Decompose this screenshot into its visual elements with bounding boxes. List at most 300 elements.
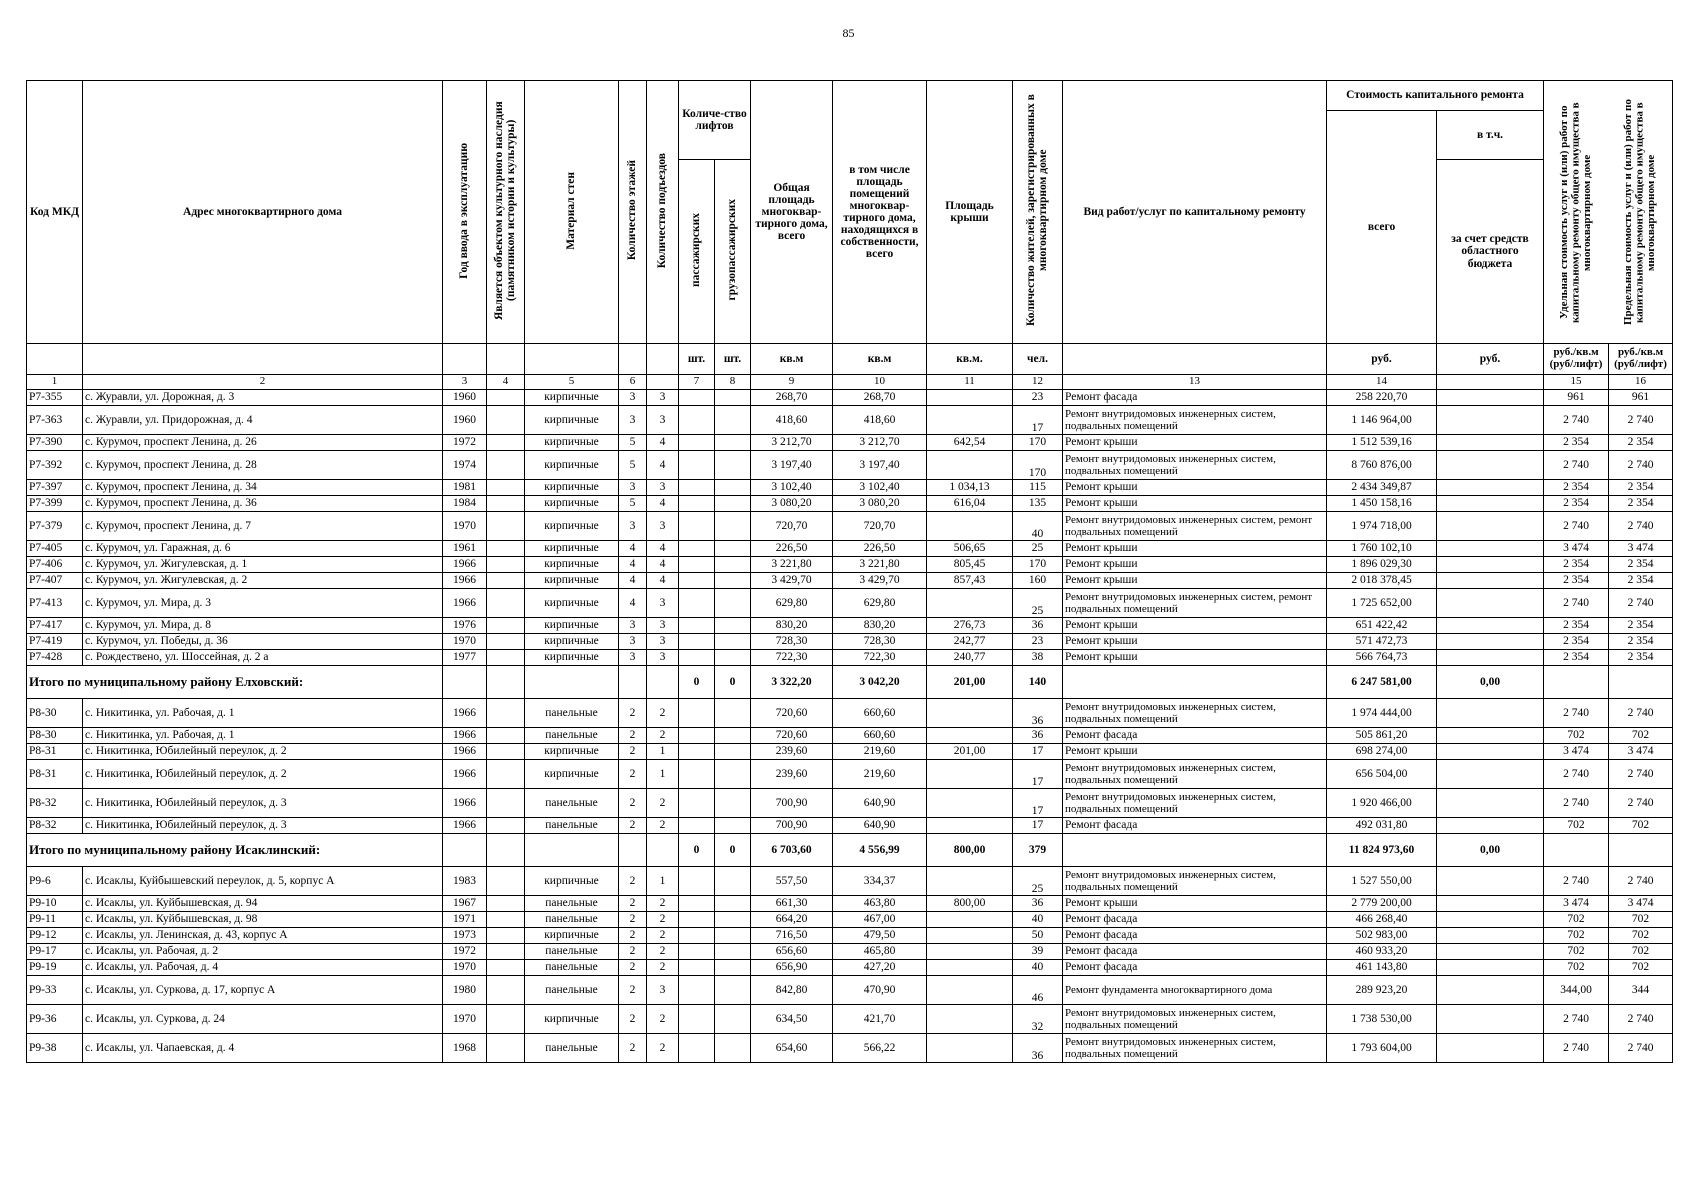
cell-cost: 656 504,00 [1327, 760, 1437, 789]
cell-material: кирпичные [525, 557, 619, 573]
cell-total-area: 654,60 [751, 1034, 833, 1063]
cell-unit-cost: 2 354 [1544, 480, 1609, 496]
table-row [27, 406, 1673, 435]
cell-regional-cost [1437, 541, 1544, 557]
column-number: 14 [1327, 375, 1437, 390]
cell-material: панельные [525, 896, 619, 912]
cell-residents: 36 [1013, 896, 1063, 912]
cell-lifts-passenger [679, 744, 715, 760]
cell-total-area: 664,20 [751, 912, 833, 928]
cell-max-cost: 702 [1609, 960, 1673, 976]
cell-address: с. Исаклы, Куйбышевский переулок, д. 5, корпус А [83, 867, 443, 896]
cell-floors: 2 [619, 760, 647, 789]
cell-year: 1966 [443, 818, 487, 834]
cell-address: с. Исаклы, ул. Суркова, д. 17, корпус А [83, 976, 443, 1005]
cell-residents: 17 [1013, 789, 1063, 818]
column-number: 7 [679, 375, 715, 390]
total-row [27, 834, 1673, 867]
cell-material: панельные [525, 728, 619, 744]
cell-floors: 5 [619, 451, 647, 480]
cell-entrances: 4 [647, 496, 679, 512]
cell-cost: 1 738 530,00 [1327, 1005, 1437, 1034]
table-row [27, 557, 1673, 573]
cell-cultural [487, 912, 525, 928]
cell-max-cost: 2 740 [1609, 589, 1673, 618]
cell-total-area: 3 221,80 [751, 557, 833, 573]
cell-material: панельные [525, 944, 619, 960]
cell-lifts-freight [715, 728, 751, 744]
cell-regional-cost [1437, 699, 1544, 728]
total-lifts-passenger: 0 [679, 834, 715, 867]
cell-entrances: 3 [647, 406, 679, 435]
empty-cell [487, 666, 525, 699]
cell-cultural [487, 1005, 525, 1034]
empty-cell [619, 666, 647, 699]
cell-year: 1966 [443, 789, 487, 818]
cell-year: 1970 [443, 1005, 487, 1034]
cell-code: Р8-32 [27, 789, 83, 818]
column-number: 9 [751, 375, 833, 390]
cell-material: кирпичные [525, 650, 619, 666]
cell-total-area: 268,70 [751, 390, 833, 406]
cell-total-area: 3 102,40 [751, 480, 833, 496]
total-regional-cost: 0,00 [1437, 666, 1544, 699]
cell-regional-cost [1437, 789, 1544, 818]
cell-owned-area: 219,60 [833, 744, 927, 760]
cell-owned-area: 470,90 [833, 976, 927, 1005]
cell-floors: 2 [619, 960, 647, 976]
cell-material: кирпичные [525, 573, 619, 589]
cell-cultural [487, 944, 525, 960]
table-row [27, 573, 1673, 589]
cell-unit-cost: 2 354 [1544, 634, 1609, 650]
cell-code: Р9-38 [27, 1034, 83, 1063]
cell-lifts-freight [715, 618, 751, 634]
cell-lifts-passenger [679, 789, 715, 818]
cell-work-type: Ремонт внутридомовых инженерных систем, подвальных помещений [1063, 760, 1327, 789]
cell-lifts-freight [715, 976, 751, 1005]
table-row [27, 928, 1673, 944]
cell-lifts-freight [715, 496, 751, 512]
table-row [27, 976, 1673, 1005]
cell-owned-area: 640,90 [833, 818, 927, 834]
cell-code: Р7-406 [27, 557, 83, 573]
table-row [27, 618, 1673, 634]
total-lifts-freight: 0 [715, 834, 751, 867]
cell-regional-cost [1437, 406, 1544, 435]
cell-floors: 2 [619, 699, 647, 728]
cell-total-area: 722,30 [751, 650, 833, 666]
cell-address: с. Исаклы, ул. Рабочая, д. 2 [83, 944, 443, 960]
column-number: 6 [619, 375, 647, 390]
cell-total-area: 716,50 [751, 928, 833, 944]
cell-address: с. Журавли, ул. Придорожная, д. 4 [83, 406, 443, 435]
cell-total-area: 842,80 [751, 976, 833, 1005]
cell-max-cost: 2 740 [1609, 451, 1673, 480]
cell-unit-cost: 344,00 [1544, 976, 1609, 1005]
unit-unit-cost: руб./кв.м (руб/лифт) [1544, 344, 1609, 375]
cell-address: с. Журавли, ул. Дорожная, д. 3 [83, 390, 443, 406]
cell-work-type: Ремонт фасада [1063, 728, 1327, 744]
cell-material: кирпичные [525, 496, 619, 512]
cell-total-area: 3 080,20 [751, 496, 833, 512]
cell-residents: 115 [1013, 480, 1063, 496]
cell-regional-cost [1437, 928, 1544, 944]
cell-year: 1966 [443, 573, 487, 589]
cell-owned-area: 427,20 [833, 960, 927, 976]
cell-cost: 2 434 349,87 [1327, 480, 1437, 496]
cell-code: Р7-392 [27, 451, 83, 480]
cell-roof-area [927, 760, 1013, 789]
empty-cell [525, 834, 619, 867]
cell-lifts-freight [715, 650, 751, 666]
cell-roof-area: 616,04 [927, 496, 1013, 512]
cell-address: с. Исаклы, ул. Рабочая, д. 4 [83, 960, 443, 976]
cell-residents: 25 [1013, 867, 1063, 896]
cell-year: 1966 [443, 557, 487, 573]
cell-lifts-passenger [679, 960, 715, 976]
cell-code: Р7-399 [27, 496, 83, 512]
cell-code: Р8-31 [27, 760, 83, 789]
cell-floors: 2 [619, 944, 647, 960]
cell-floors: 3 [619, 618, 647, 634]
cell-residents: 36 [1013, 699, 1063, 728]
cell-work-type: Ремонт фасада [1063, 960, 1327, 976]
table-row [27, 1005, 1673, 1034]
cell-work-type: Ремонт крыши [1063, 435, 1327, 451]
cell-cultural [487, 480, 525, 496]
cell-lifts-freight [715, 896, 751, 912]
header-cost-group: Стоимость капитального ремонта [1327, 81, 1544, 111]
cell-lifts-freight [715, 390, 751, 406]
cell-cost: 492 031,80 [1327, 818, 1437, 834]
cell-total-area: 3 197,40 [751, 451, 833, 480]
table-row [27, 435, 1673, 451]
cell-cost: 461 143,80 [1327, 960, 1437, 976]
unit-max-cost: руб./кв.м (руб/лифт) [1609, 344, 1673, 375]
cell-owned-area: 226,50 [833, 541, 927, 557]
table-row [27, 760, 1673, 789]
table-row [27, 744, 1673, 760]
cell-year: 1968 [443, 1034, 487, 1063]
cell-code: Р7-419 [27, 634, 83, 650]
cell-owned-area: 465,80 [833, 944, 927, 960]
cell-address: с. Курумоч, ул. Жигулевская, д. 1 [83, 557, 443, 573]
cell-roof-area: 506,65 [927, 541, 1013, 557]
cell-roof-area [927, 928, 1013, 944]
cell-lifts-passenger [679, 480, 715, 496]
cell-cost: 1 450 158,16 [1327, 496, 1437, 512]
cell-max-cost: 2 354 [1609, 573, 1673, 589]
cell-material: панельные [525, 699, 619, 728]
cell-address: с. Курумоч, проспект Ленина, д. 36 [83, 496, 443, 512]
cell-entrances: 3 [647, 480, 679, 496]
empty-cell [1063, 666, 1327, 699]
cell-address: с. Курумоч, ул. Мира, д. 8 [83, 618, 443, 634]
cell-work-type: Ремонт крыши [1063, 541, 1327, 557]
cell-material: кирпичные [525, 760, 619, 789]
cell-code: Р7-417 [27, 618, 83, 634]
cell-owned-area: 660,60 [833, 699, 927, 728]
cell-unit-cost: 702 [1544, 728, 1609, 744]
cell-owned-area: 3 221,80 [833, 557, 927, 573]
cell-material: кирпичные [525, 541, 619, 557]
cell-max-cost: 2 740 [1609, 699, 1673, 728]
cell-regional-cost [1437, 912, 1544, 928]
cell-lifts-passenger [679, 512, 715, 541]
cell-lifts-freight [715, 912, 751, 928]
cell-year: 1972 [443, 944, 487, 960]
cell-cost: 1 725 652,00 [1327, 589, 1437, 618]
header-address: Адрес многоквартирного дома [83, 81, 443, 344]
cell-code: Р7-363 [27, 406, 83, 435]
cell-cost: 698 274,00 [1327, 744, 1437, 760]
cell-address: с. Исаклы, ул. Чапаевская, д. 4 [83, 1034, 443, 1063]
cell-lifts-passenger [679, 1005, 715, 1034]
cell-total-area: 557,50 [751, 867, 833, 896]
cell-lifts-passenger [679, 728, 715, 744]
cell-max-cost: 702 [1609, 818, 1673, 834]
cell-material: кирпичные [525, 618, 619, 634]
cell-unit-cost: 702 [1544, 944, 1609, 960]
cell-total-area: 720,60 [751, 728, 833, 744]
cell-address: с. Курумоч, проспект Ленина, д. 34 [83, 480, 443, 496]
cell-total-area: 3 429,70 [751, 573, 833, 589]
table-row [27, 480, 1673, 496]
cell-code: Р9-11 [27, 912, 83, 928]
cell-roof-area [927, 699, 1013, 728]
column-number: 15 [1544, 375, 1609, 390]
cell-entrances: 1 [647, 760, 679, 789]
cell-roof-area [927, 728, 1013, 744]
cell-owned-area: 3 197,40 [833, 451, 927, 480]
cell-code: Р8-32 [27, 818, 83, 834]
cell-cultural [487, 896, 525, 912]
cell-lifts-freight [715, 699, 751, 728]
cell-roof-area [927, 867, 1013, 896]
cell-year: 1977 [443, 650, 487, 666]
cell-address: с. Курумоч, проспект Ленина, д. 26 [83, 435, 443, 451]
cell-work-type: Ремонт крыши [1063, 634, 1327, 650]
cell-lifts-passenger [679, 928, 715, 944]
cell-cost: 289 923,20 [1327, 976, 1437, 1005]
cell-residents: 23 [1013, 634, 1063, 650]
cell-unit-cost: 2 354 [1544, 618, 1609, 634]
cell-total-area: 226,50 [751, 541, 833, 557]
cell-max-cost: 2 354 [1609, 435, 1673, 451]
cell-total-area: 418,60 [751, 406, 833, 435]
cell-year: 1967 [443, 896, 487, 912]
cell-lifts-passenger [679, 451, 715, 480]
cell-floors: 2 [619, 1034, 647, 1063]
header-year: Год ввода в эксплуатацию [443, 81, 487, 344]
cell-owned-area: 566,22 [833, 1034, 927, 1063]
cell-owned-area: 463,80 [833, 896, 927, 912]
cell-max-cost: 3 474 [1609, 744, 1673, 760]
cell-total-area: 629,80 [751, 589, 833, 618]
cell-max-cost: 2 354 [1609, 557, 1673, 573]
cell-work-type: Ремонт фундамента многоквартирного дома [1063, 976, 1327, 1005]
cell-lifts-freight [715, 557, 751, 573]
cell-floors: 3 [619, 634, 647, 650]
cell-work-type: Ремонт крыши [1063, 480, 1327, 496]
table-row [27, 512, 1673, 541]
cell-max-cost: 2 740 [1609, 1005, 1673, 1034]
cell-unit-cost: 2 740 [1544, 867, 1609, 896]
cell-year: 1974 [443, 451, 487, 480]
cell-material: кирпичные [525, 451, 619, 480]
cell-code: Р7-413 [27, 589, 83, 618]
cell-cultural [487, 390, 525, 406]
total-owned-area: 3 042,20 [833, 666, 927, 699]
cell-floors: 3 [619, 650, 647, 666]
cell-entrances: 3 [647, 976, 679, 1005]
cell-roof-area: 805,45 [927, 557, 1013, 573]
column-number: 11 [927, 375, 1013, 390]
column-number: 12 [1013, 375, 1063, 390]
cell-max-cost: 2 354 [1609, 634, 1673, 650]
cell-lifts-passenger [679, 557, 715, 573]
cell-address: с. Исаклы, ул. Ленинская, д. 43, корпус А [83, 928, 443, 944]
cell-lifts-passenger [679, 390, 715, 406]
cell-work-type: Ремонт крыши [1063, 896, 1327, 912]
cell-year: 1961 [443, 541, 487, 557]
cell-max-cost: 2 354 [1609, 618, 1673, 634]
cell-unit-cost: 3 474 [1544, 541, 1609, 557]
total-regional-cost: 0,00 [1437, 834, 1544, 867]
cell-owned-area: 629,80 [833, 589, 927, 618]
cell-lifts-freight [715, 1005, 751, 1034]
cell-unit-cost: 2 740 [1544, 589, 1609, 618]
cell-floors: 4 [619, 557, 647, 573]
cell-owned-area: 418,60 [833, 406, 927, 435]
table-body [27, 390, 1673, 1063]
cell-owned-area: 640,90 [833, 789, 927, 818]
cell-lifts-passenger [679, 867, 715, 896]
cell-unit-cost: 2 354 [1544, 650, 1609, 666]
cell-residents: 32 [1013, 1005, 1063, 1034]
cell-cost: 502 983,00 [1327, 928, 1437, 944]
cell-unit-cost: 2 740 [1544, 512, 1609, 541]
cell-residents: 36 [1013, 618, 1063, 634]
header-wall-material: Материал стен [525, 81, 619, 344]
cell-year: 1973 [443, 928, 487, 944]
cell-regional-cost [1437, 976, 1544, 1005]
cell-lifts-passenger [679, 435, 715, 451]
cell-year: 1960 [443, 406, 487, 435]
cell-roof-area: 242,77 [927, 634, 1013, 650]
cell-lifts-passenger [679, 496, 715, 512]
capital-repair-table [26, 80, 1673, 1063]
cell-address: с. Никитинка, Юбилейный переулок, д. 2 [83, 760, 443, 789]
cell-residents: 170 [1013, 435, 1063, 451]
cell-regional-cost [1437, 867, 1544, 896]
cell-max-cost: 702 [1609, 928, 1673, 944]
cell-cultural [487, 976, 525, 1005]
total-lifts-passenger: 0 [679, 666, 715, 699]
cell-floors: 5 [619, 496, 647, 512]
total-label: Итого по муниципальному району Елховский: [27, 666, 443, 699]
cell-address: с. Курумоч, ул. Мира, д. 3 [83, 589, 443, 618]
cell-entrances: 2 [647, 960, 679, 976]
cell-address: с. Курумоч, проспект Ленина, д. 7 [83, 512, 443, 541]
cell-regional-cost [1437, 480, 1544, 496]
cell-material: панельные [525, 960, 619, 976]
cell-entrances: 3 [647, 650, 679, 666]
cell-code: Р9-12 [27, 928, 83, 944]
cell-cost: 1 920 466,00 [1327, 789, 1437, 818]
column-number: 10 [833, 375, 927, 390]
cell-lifts-passenger [679, 1034, 715, 1063]
cell-entrances: 2 [647, 896, 679, 912]
total-owned-area: 4 556,99 [833, 834, 927, 867]
cell-material: кирпичные [525, 634, 619, 650]
cell-floors: 3 [619, 480, 647, 496]
cell-entrances: 2 [647, 699, 679, 728]
cell-max-cost: 961 [1609, 390, 1673, 406]
cell-floors: 2 [619, 896, 647, 912]
cell-work-type: Ремонт внутридомовых инженерных систем, подвальных помещений [1063, 451, 1327, 480]
cell-max-cost: 702 [1609, 912, 1673, 928]
table-row [27, 960, 1673, 976]
cell-code: Р9-6 [27, 867, 83, 896]
cell-regional-cost [1437, 944, 1544, 960]
cell-regional-cost [1437, 896, 1544, 912]
cell-work-type: Ремонт крыши [1063, 496, 1327, 512]
total-label: Итого по муниципальному району Исаклинский: [27, 834, 443, 867]
cell-total-area: 239,60 [751, 744, 833, 760]
cell-entrances: 1 [647, 744, 679, 760]
cell-lifts-freight [715, 512, 751, 541]
column-number: 3 [443, 375, 487, 390]
cell-year: 1984 [443, 496, 487, 512]
cell-lifts-passenger [679, 618, 715, 634]
cell-lifts-freight [715, 480, 751, 496]
cell-code: Р7-428 [27, 650, 83, 666]
cell-material: кирпичные [525, 480, 619, 496]
cell-address: с. Никитинка, Юбилейный переулок, д. 2 [83, 744, 443, 760]
cell-unit-cost: 2 740 [1544, 1034, 1609, 1063]
cell-lifts-passenger [679, 573, 715, 589]
cell-max-cost: 2 740 [1609, 760, 1673, 789]
unit-residents: чел. [1013, 344, 1063, 375]
table-row [27, 650, 1673, 666]
cell-cost: 1 896 029,30 [1327, 557, 1437, 573]
total-cost: 11 824 973,60 [1327, 834, 1437, 867]
table-row [27, 896, 1673, 912]
total-residents: 140 [1013, 666, 1063, 699]
cell-cost: 2 018 378,45 [1327, 573, 1437, 589]
cell-cultural [487, 451, 525, 480]
cell-address: с. Никитинка, Юбилейный переулок, д. 3 [83, 818, 443, 834]
cell-material: панельные [525, 976, 619, 1005]
cell-work-type: Ремонт фасада [1063, 390, 1327, 406]
cell-residents: 170 [1013, 451, 1063, 480]
cell-floors: 2 [619, 744, 647, 760]
cell-max-cost: 2 354 [1609, 650, 1673, 666]
cell-unit-cost: 2 740 [1544, 406, 1609, 435]
cell-floors: 2 [619, 818, 647, 834]
cell-floors: 2 [619, 1005, 647, 1034]
table-row [27, 390, 1673, 406]
cell-work-type: Ремонт внутридомовых инженерных систем, подвальных помещений [1063, 789, 1327, 818]
cell-floors: 2 [619, 789, 647, 818]
cell-unit-cost: 2 740 [1544, 1005, 1609, 1034]
cell-floors: 2 [619, 912, 647, 928]
cell-owned-area: 3 212,70 [833, 435, 927, 451]
cell-work-type: Ремонт фасада [1063, 818, 1327, 834]
cell-roof-area: 642,54 [927, 435, 1013, 451]
